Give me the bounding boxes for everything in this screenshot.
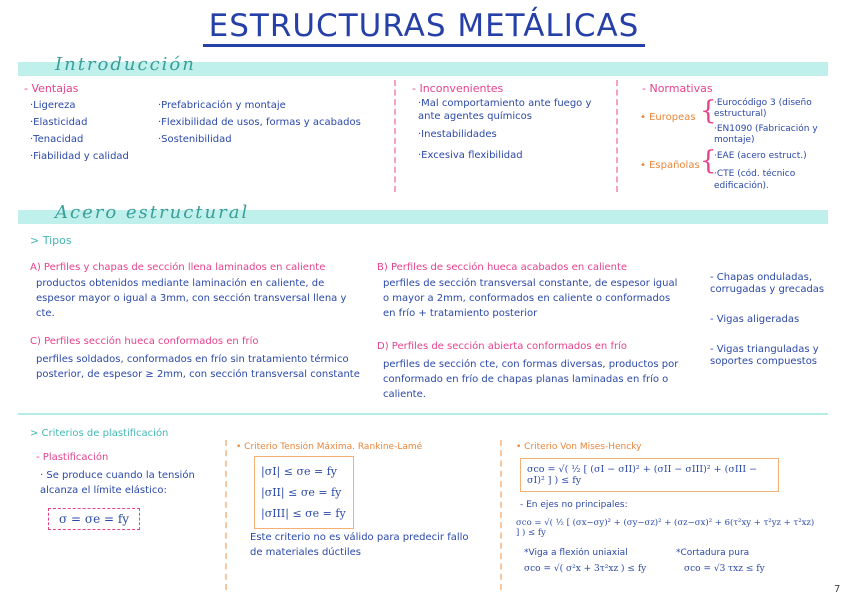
tipo-d-body: perfiles de sección cte, con formas diversas, productos por conformado en frío de chapas planas laminadas en frío o caliente. xyxy=(383,359,679,400)
list-item: ·EN1090 (Fabricación y montaje) xyxy=(714,124,818,145)
list-item: - Vigas aligeradas xyxy=(710,314,800,325)
tipo-b-body: perfiles de sección transversal constante, de espesor igual o mayor a 2mm, conformados en caliente o conformados en frío + tratamiento posterior xyxy=(383,278,678,319)
cortadura-formula: σco = √3 τxz ≤ fy xyxy=(684,564,765,574)
viga-formula: σco = √( σ²x + 3τ²xz ) ≤ fy xyxy=(524,564,647,574)
rankine-heading: • Criterio Tensión Máxima. Rankine-Lamé xyxy=(236,442,423,452)
list-item: ·CTE (cód. técnico edificación). xyxy=(714,169,796,191)
tipo-a-title: A) Perfiles y chapas de sección llena laminados en caliente xyxy=(30,262,326,273)
normativas-heading: - Normativas xyxy=(642,82,713,95)
rankine-row: |σII| ≤ σe = fy xyxy=(261,486,342,499)
inconvenientes-list xyxy=(418,97,598,162)
europeas-list xyxy=(714,98,829,146)
rankine-note: Este criterio no es válido para predecir fallo de materiales dúctiles xyxy=(250,532,469,558)
list-item: - Chapas onduladas, corrugadas y grecadas xyxy=(710,272,825,295)
list-item: ·Fiabilidad y calidad xyxy=(30,151,129,162)
divider xyxy=(225,440,227,590)
viga-label: *Viga a flexión uniaxial xyxy=(524,548,628,558)
plastificacion-formula: σ = σe = fy xyxy=(48,508,140,530)
tipo-b-title: B) Perfiles de sección hueca acabados en caliente xyxy=(377,262,628,273)
page-number: 7 xyxy=(834,584,841,595)
list-item: ·Ligereza xyxy=(30,100,76,111)
europeas-label: • Europeas xyxy=(640,112,696,123)
espanolas-label: • Españolas xyxy=(640,160,700,171)
vonmises-nonprincipal-formula: σco = √( ½ [ (σx−σy)² + (σy−σz)² + (σz−σx)² + 6(τ²xy + τ²yz + τ²xz) ] ) ≤ fy xyxy=(516,518,815,538)
intro-heading: Introducción xyxy=(55,54,196,75)
divider xyxy=(500,440,502,590)
brace-icon: { xyxy=(700,96,717,126)
vonmises-nonprincipal-label: - En ejes no principales: xyxy=(520,500,628,510)
rankine-row: |σI| ≤ σe = fy xyxy=(261,465,337,478)
list-item: ·Sostenibilidad xyxy=(158,134,232,145)
criterios-label: > Criterios de plastificación xyxy=(30,428,169,439)
tipo-c-title: C) Perfiles sección hueca conformados en frío xyxy=(30,336,259,347)
list-item: ·Excesiva flexibilidad xyxy=(418,150,523,161)
rankine-row: |σIII| ≤ σe = fy xyxy=(261,507,346,520)
page-title: ESTRUCTURAS METÁLICAS xyxy=(0,8,848,44)
list-item: ·EAE (acero estruct.) xyxy=(714,151,807,161)
espanolas-list xyxy=(714,150,834,192)
vonmises-formula: σco = √( ½ [ (σI − σII)² + (σII − σIII)² + (σIII − σI)² ] ) ≤ fy xyxy=(520,458,779,492)
list-item: ·Prefabricación y montaje xyxy=(158,100,286,111)
ventajas-list-2 xyxy=(158,97,361,148)
tipo-c-body: perfiles soldados, conformados en frío sin tratamiento térmico posterior, de espesor ≥ 2mm, con sección transversal constante xyxy=(36,354,360,380)
divider xyxy=(394,80,396,192)
tipo-d-title: D) Perfiles de sección abierta conformados en frío xyxy=(377,341,627,352)
tipo-a-body: productos obtenidos mediante laminación en caliente, de espesor mayor o igual a 3mm, con sección transversal llena y cte. xyxy=(36,278,347,319)
divider xyxy=(18,413,828,415)
ventajas-list-1 xyxy=(30,97,129,165)
brace-icon: { xyxy=(700,146,717,176)
list-item: ·Tenacidad xyxy=(30,134,84,145)
cortadura-label: *Cortadura pura xyxy=(676,548,750,558)
acero-heading: Acero estructural xyxy=(55,202,250,223)
list-item: ·Elasticidad xyxy=(30,117,88,128)
divider xyxy=(616,80,618,192)
otros-tipos-list xyxy=(710,272,835,368)
list-item: ·Inestabilidades xyxy=(418,129,497,140)
rankine-box xyxy=(254,456,354,529)
list-item: ·Eurocódigo 3 (diseño estructural) xyxy=(714,98,812,119)
inconvenientes-heading: - Inconvenientes xyxy=(412,82,504,95)
vonmises-heading: • Criterio Von Mises-Hencky xyxy=(516,442,642,452)
plastificacion-heading: - Plastificación xyxy=(36,452,109,463)
list-item: ·Flexibilidad de usos, formas y acabados xyxy=(158,117,361,128)
list-item: - Vigas trianguladas y soportes compuestos xyxy=(710,344,819,367)
plastificacion-text: · Se produce cuando la tensión alcanza el límite elástico: xyxy=(40,470,195,496)
tipos-label: > Tipos xyxy=(30,234,72,247)
list-item: ·Mal comportamiento ante fuego y ante agentes químicos xyxy=(418,98,592,122)
ventajas-heading: - Ventajas xyxy=(24,82,79,95)
